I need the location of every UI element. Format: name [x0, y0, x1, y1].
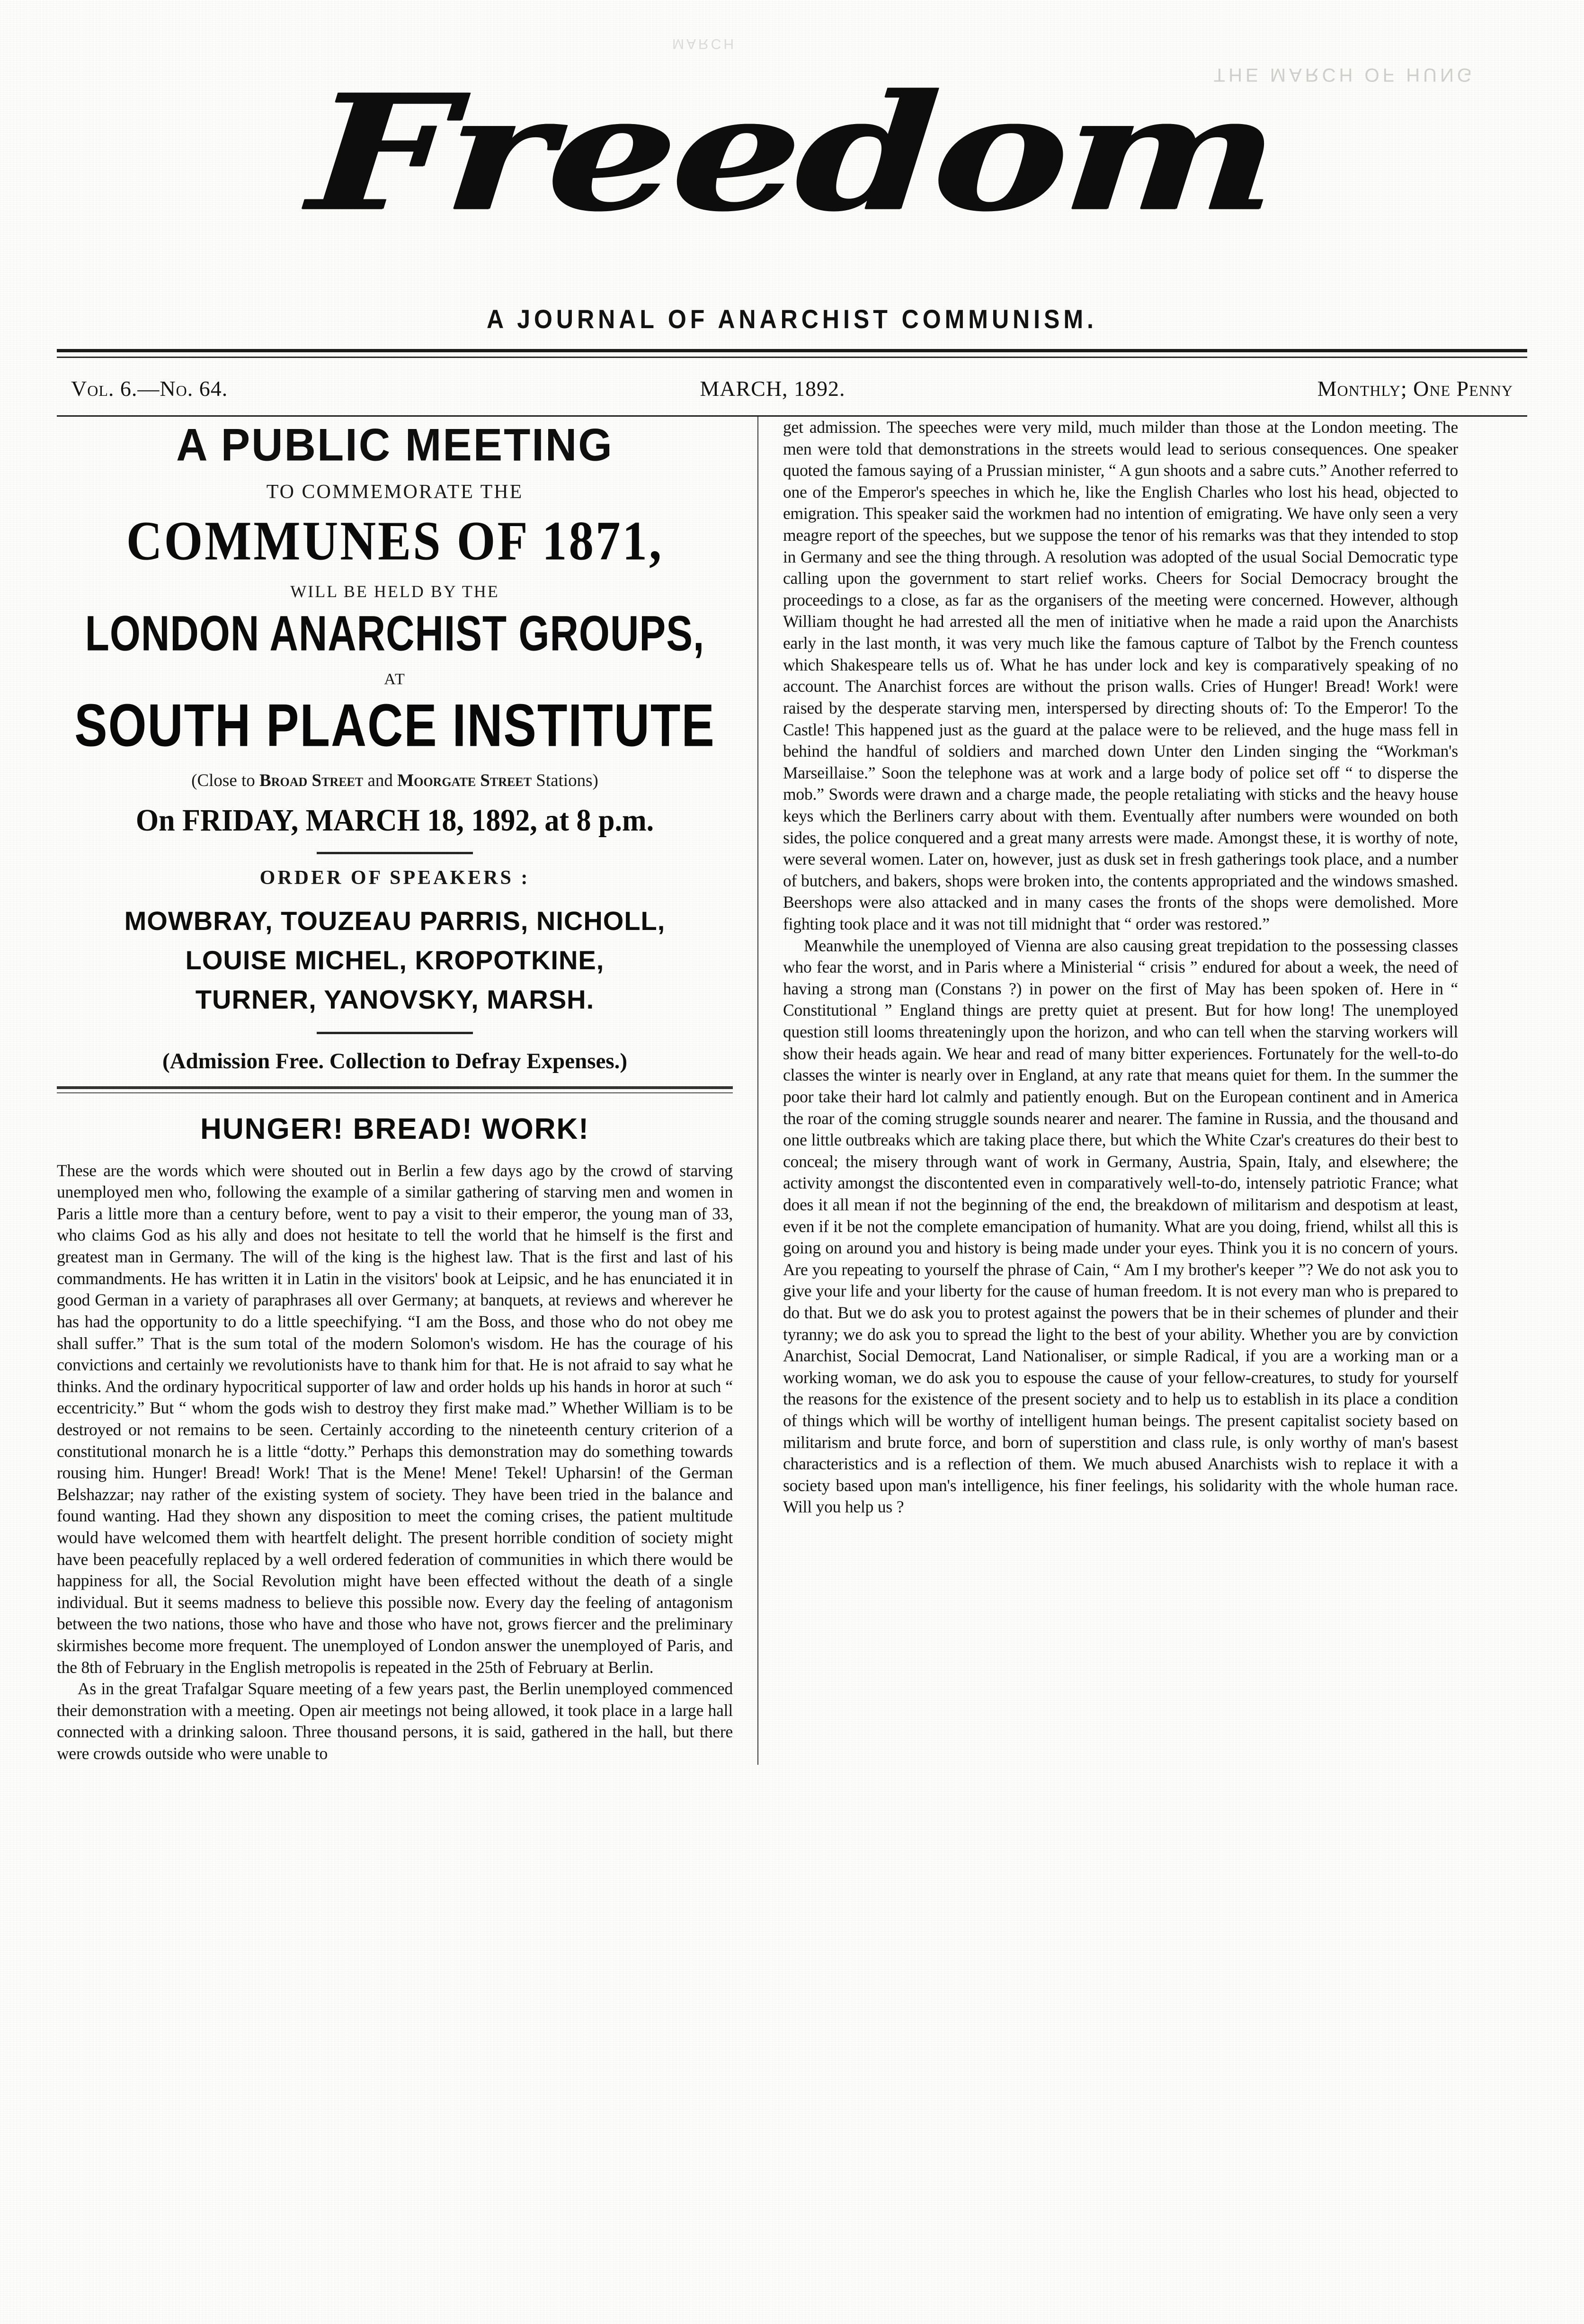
- meeting-advertisement: [57, 420, 733, 1093]
- article-paragraph: These are the words which were shouted out in Berlin a few days ago by the crowd of starving unemployed men who, following the example of a similar gathering of starving men and women in Paris a little more than a century before, went to pay a visit to their emperor, the young man of 33, who claims God as his ally and does not hesitate to tell the world that he himself is the first and greatest man in Germany. The will of the king is the highest law. That is the first and last of his commandments. He has written it in Latin in the visitors' book at Leipsic, and he has enunciated it in good German in a variety of paraphrases all over Germany; at banquets, at reviews and wherever he has had the opportunity to do a little speechifying. “I am the Boss, and those who do not obey me shall suffer.” That is the sum total of the modern Solomon's wisdom. He has the courage of his convictions and certainly we revolutionists have to thank him for that. He is not afraid to say what he thinks. And the ordinary hypocritical supporter of law and order holds up his hands in horor at such “ eccentricity.” But “ whom the gods wish to destroy they first make mad.” Whether William is to be destroyed or not remains to be seen. Certainly according to the nineteenth century criterion of a constitutional monarch he is a little “dotty.” Perhaps this demonstration may do something towards rousing him. Hunger! Bread! Work! That is the Mene! Mene! Tekel! Upharsin! of the German Belshazzar; nay rather of the existing system of society. They have been tried in the balance and found wanting. Had they shown any disposition to meet the coming crises, the patient multitude would have welcomed them with heartfelt delight. The present horrible condition of society might have been peacefully replaced by a well ordered federation of communities in which there would be happiness for all, the Social Revolution might have been effected without the death of a single individual. But it seems madness to believe this possible now. Every day the feeling of antagonism between the two nations, those who have and those who have not, grows fiercer and the preliminary skirmishes become more frequent. The unemployed of London answer the unemployed of Paris, and the 8th of February in the English metropolis is repeated in the 25th of February at Berlin.: [57, 1161, 733, 1677]
- speakers-line-3: TURNER, YANOVSKY, MARSH.: [195, 984, 595, 1014]
- ad-line-datetime: On FRIDAY, MARCH 18, 1892, at 8 p.m.: [135, 803, 654, 838]
- ad-line-commemorate: TO COMMEMORATE THE: [266, 481, 524, 503]
- station-moorgate-street: Moorgate Street: [397, 771, 532, 790]
- ghost-showthrough-text-secondary: MARCH: [672, 36, 736, 52]
- ad-speakers-list: [57, 902, 733, 1019]
- article-paragraph: As in the great Trafalgar Square meeting of a few years past, the Berlin unemployed commenced their demonstration with a meeting. Open air meetings not being allowed, it took place in a large hall connected with a drinking saloon. Three thousand persons, it is said, gathered in the hall, but there were crowds outside who were unable to: [57, 1679, 733, 1763]
- ad-line-held-by: WILL BE HELD BY THE: [290, 582, 499, 601]
- left-column: [57, 417, 757, 1765]
- ad-line-public-meeting: A PUBLIC MEETING: [176, 420, 614, 471]
- masthead-divider-rule: [57, 349, 1527, 358]
- station-broad-street: Broad Street: [259, 771, 364, 790]
- issue-date: MARCH, 1892.: [700, 376, 845, 401]
- publication-subtitle: A JOURNAL OF ANARCHIST COMMUNISM.: [487, 304, 1097, 334]
- issue-price: Monthly; One Penny: [1317, 376, 1513, 401]
- article-paragraph: get admission. The speeches were very mild, much milder than those at the London meeting. The men were told that demonstrations in the streets would lead to serious consequences. One speaker quoted the famous saying of a Prussian minister, “ A gun shoots and a sabre cuts.” Another referred to one of the Emperor's speeches in which he, like the English Charles who lost his head, objected to emigration. This speaker said the workmen had no intention of emigrating. We have only seen a very meagre report of the speeches, but we suppose the tenor of his remarks was that they intended to stop in Germany and see the thing through. A resolution was adopted of the usual Social Democratic type calling upon the government to start relief works. Cheers for Social Democracy brought the proceedings to a close, as far as the organisers of the meeting were concerned. However, although William thought he had arrested all the men of initiative when he made a raid upon the Anarchists early in the last month, it was very much like the famous capture of Talbot by the French countess which Shakespeare tells us of. What he has under lock and key is comparatively speaking of no account. The Anarchist forces are without the prison walls. Cries of Hunger! Bread! Work! were raised by the desperate starving men, interspersed by directing shouts of: To the Emperor! To the Castle! This happened just as the guard at the palace were to be relieved, and the huge mass fell in behind the handful of soldiers and marched down Unter den Linden singing the “Workman's Marseillaise.” Soon the telephone was at work and a large body of police set off “ to disperse the mob.” Swords were drawn and a charge made, the people retaliating with sticks and the heavy house keys which the Berliners carry about with them. Eventually after numbers were wounded on both sides, the police conquered and a great many arrests were made. Amongst these, it is worthy of note, were several women. Later on, however, just as dusk set in fresh gatherings took place, and a number of butchers, and bakers, shops were broken into, the contents appropriated and the windows smashed. Beershops were also attacked and in many cases the fronts of the shops were demolished. More fighting took place and it was not till midnight that “ order was restored.”: [783, 418, 1458, 934]
- publication-logo: Freedom: [304, 59, 1280, 247]
- speakers-line-1: MOWBRAY, TOUZEAU PARRIS, NICHOLL,: [124, 906, 666, 936]
- masthead: [0, 0, 1584, 333]
- ghost-showthrough-text: THE MARCH OF HUNG: [1213, 64, 1475, 85]
- ad-line-at: AT: [384, 670, 406, 688]
- ad-inner-rule-top: [317, 852, 473, 854]
- speakers-line-2: LOUISE MICHEL, KROPOTKINE,: [185, 945, 605, 975]
- ad-line-communes: COMMUNES OF 1871,: [126, 509, 664, 572]
- ad-order-of-speakers-heading: ORDER OF SPEAKERS :: [259, 867, 530, 889]
- ad-closing-rule: [57, 1086, 733, 1093]
- stations-mid: and: [363, 771, 398, 790]
- stations-suffix: Stations): [532, 771, 598, 790]
- ad-inner-rule-bottom: [317, 1032, 473, 1034]
- issue-info-bar: [71, 376, 1513, 401]
- issue-volume-number: Vol. 6.—No. 64.: [71, 376, 228, 401]
- ad-admission-note: (Admission Free. Collection to Defray Expenses.): [162, 1048, 628, 1073]
- ad-line-venue: SOUTH PLACE INSTITUTE: [74, 692, 715, 760]
- stations-prefix: (Close to: [191, 771, 260, 790]
- content-columns: [57, 417, 1527, 1765]
- article-headline: HUNGER! BREAD! WORK!: [200, 1112, 589, 1145]
- article-paragraph: Meanwhile the unemployed of Vienna are also causing great trepidation to the possessing classes who fear the worst, and in Paris where a Ministerial “ crisis ” endured for about a week, the need of having a strong man (Constans ?) in power on the first of May has been spoken of. Here in “ Constitutional ” England things are pretty quiet at present. But for how long! The unemployed question still looms threateningly upon the horizon, and who can tell when the starving workers will show their heads again. We hear and read of many bitter experiences. Fortunately for the well-to-do classes the winter is nearly over in England, at any rate that means quiet for them. In the summer the poor take their hard lot calmly and patiently enough. But on the European continent and in America the roar of the coming struggle sounds nearer and nearer. The famine in Russia, and the thousand and one little outbreaks which are taking place there, but which the White Czar's creatures do their best to conceal; the misery through want of work in Germany, Austria, Spain, Italy, and elsewhere; the activity amongst the discontented even in comparatively well-to-do, intensely patriotic France; what does it all mean if not the beginning of the end, the breakdown of militarism and despotism at least, even if it be not the complete emancipation of humanity. What are you doing, friend, whilst all this is going on around you and history is being made under your eyes. Think you it is no concern of yours. Are you repeating to yourself the phrase of Cain, “ Am I my brother's keeper ”? We do not ask you to give your life and your liberty for the cause of human freedom. It is not every man who is prepared to do that. But we do ask you to protest against the powers that be in their schemes of plunder and their tyranny; we do ask you to spread the light to the best of your ability. Whether you are by conviction Anarchist, Social Democrat, Land Nationaliser, or simple Radical, if you are a working man or a working woman, we do ask you to espouse the cause of your fellow-creatures, to study for yourself the reasons for the existence of the present society and to help us to establish in its place a condition of things which will be worthy of intelligent human beings. The present capitalist society based on militarism and brute force, and born of superstition and class rule, is only worthy of man's basest characteristics and is a reflection of them. We much abused Anarchists wish to replace it with a society based upon man's intelligence, his finer feelings, his solidarity with the whole human race. Will you help us ?: [783, 936, 1458, 1517]
- right-column: [757, 417, 1458, 1765]
- ad-line-stations: [57, 770, 733, 791]
- ad-line-london-groups: LONDON ANARCHIST GROUPS,: [85, 606, 705, 661]
